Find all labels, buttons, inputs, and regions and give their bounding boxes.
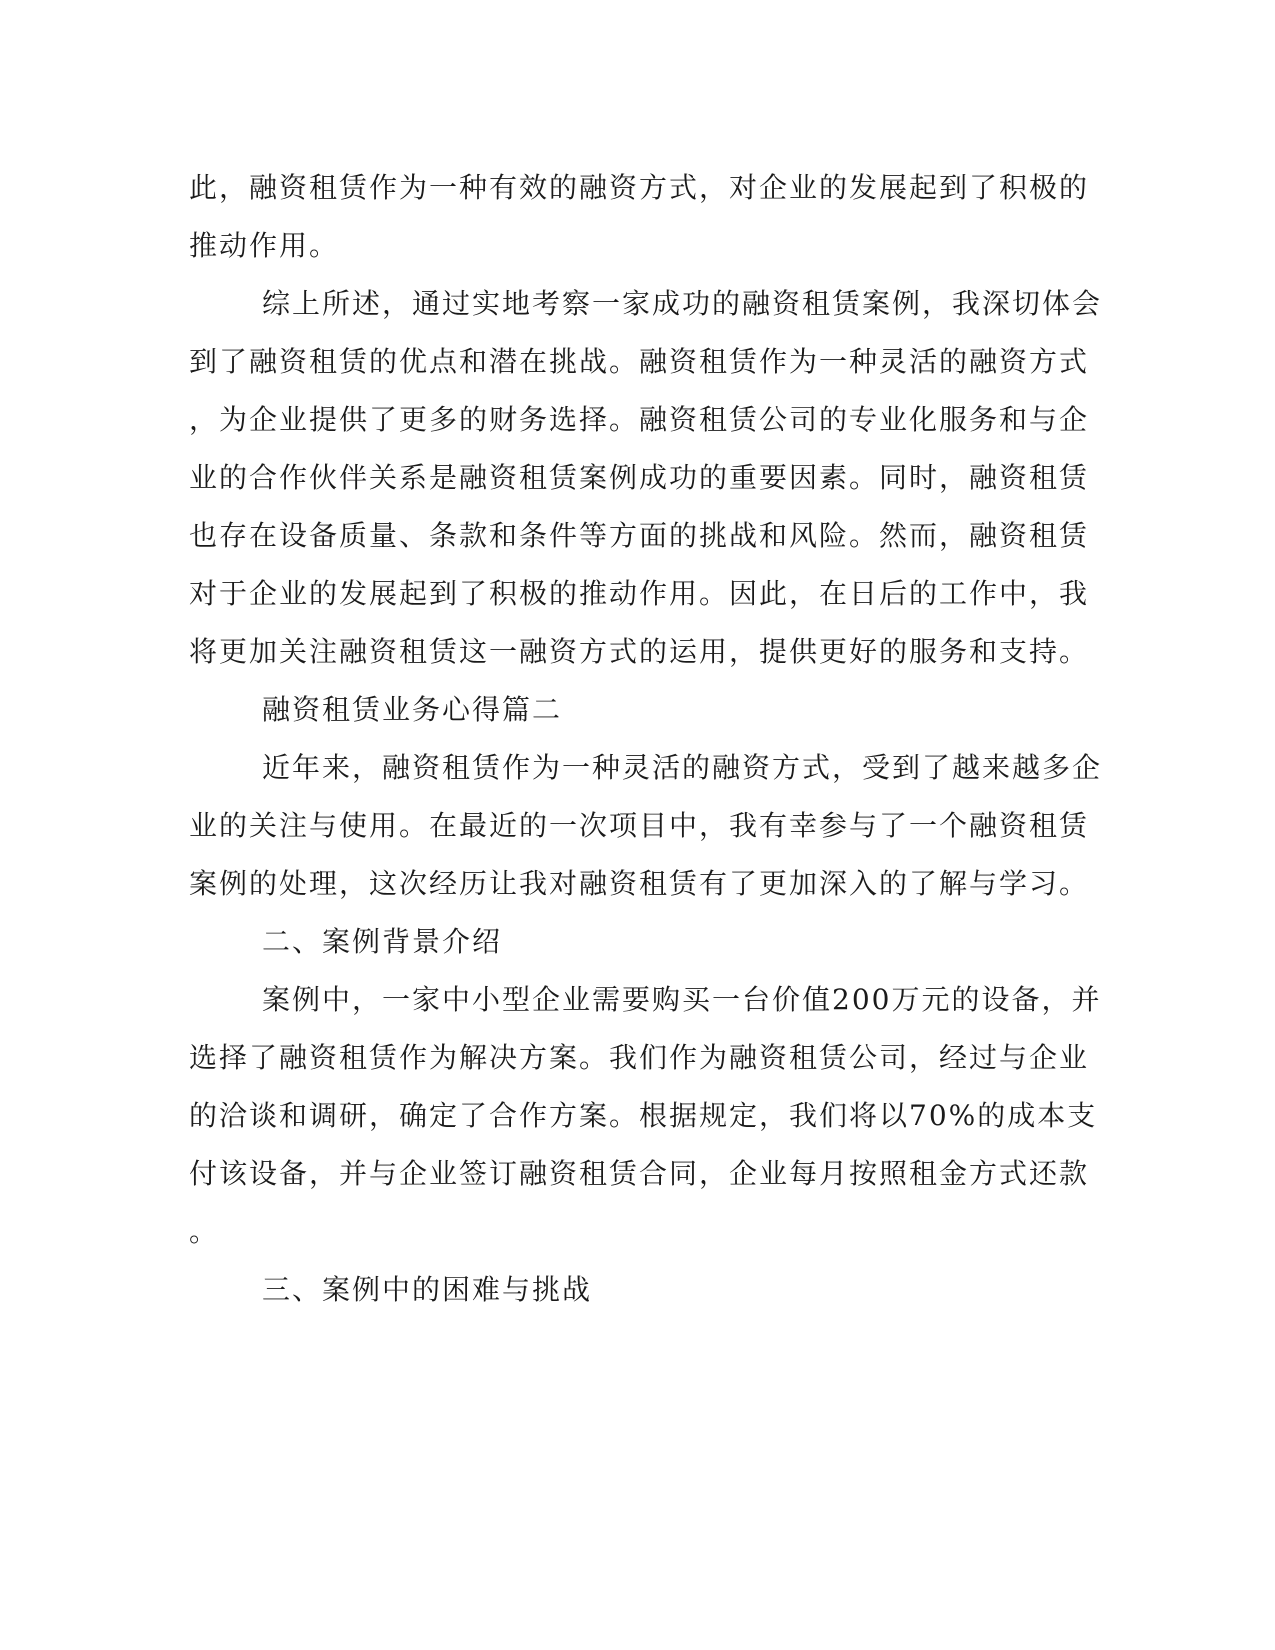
section-heading: 融资租赁业务心得篇二 (262, 693, 563, 726)
text-line: 业的关注与使用。在最近的一次项目中，我有幸参与了一个融资租赁 (189, 809, 1090, 842)
text-line: 此，融资租赁作为一种有效的融资方式，对企业的发展起到了积极的 (189, 171, 1090, 204)
paragraph-first-line: 近年来，融资租赁作为一种灵活的融资方式，受到了越来越多企 (262, 751, 1103, 784)
text-line: 业的合作伙伴关系是融资租赁案例成功的重要因素。同时，融资租赁 (189, 461, 1090, 494)
text-line: 到了融资租赁的优点和潜在挑战。融资租赁作为一种灵活的融资方式 (189, 345, 1090, 378)
text-line: 。 (189, 1215, 220, 1248)
text-line: 推动作用。 (189, 229, 340, 262)
text-line: 将更加关注融资租赁这一融资方式的运用，提供更好的服务和支持。 (189, 635, 1090, 668)
text-line: ，为企业提供了更多的财务选择。融资租赁公司的专业化服务和与企 (189, 403, 1090, 436)
text-line: 对于企业的发展起到了积极的推动作用。因此，在日后的工作中，我 (189, 577, 1090, 610)
text-line: 的洽谈和调研，确定了合作方案。根据规定，我们将以70%的成本支 (189, 1099, 1098, 1132)
text-line: 付该设备，并与企业签订融资租赁合同，企业每月按照租金方式还款 (189, 1157, 1090, 1190)
text-line: 选择了融资租赁作为解决方案。我们作为融资租赁公司，经过与企业 (189, 1041, 1090, 1074)
text-line: 案例的处理，这次经历让我对融资租赁有了更加深入的了解与学习。 (189, 867, 1090, 900)
paragraph-first-line: 综上所述，通过实地考察一家成功的融资租赁案例，我深切体会 (262, 287, 1103, 320)
section-heading: 三、案例中的困难与挑战 (262, 1273, 593, 1306)
text-line: 也存在设备质量、条款和条件等方面的挑战和风险。然而，融资租赁 (189, 519, 1090, 552)
section-heading: 二、案例背景介绍 (262, 925, 503, 958)
paragraph-first-line: 案例中，一家中小型企业需要购买一台价值200万元的设备，并 (262, 983, 1102, 1016)
